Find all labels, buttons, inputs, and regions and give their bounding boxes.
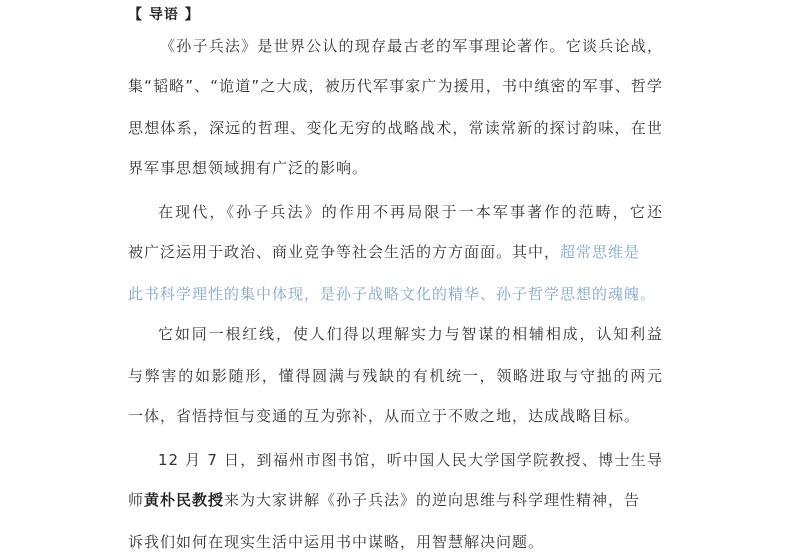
p4-line-2 xyxy=(128,490,663,510)
p2-highlight-start: 超常思维是 xyxy=(560,243,641,261)
p2-line-1: 在现代，《孙子兵法》的作用不再局限于一本军事著作的范畴，它还 xyxy=(158,203,663,221)
p1-line-4: 界军事思想领域拥有广泛的影响。 xyxy=(128,159,369,177)
section-tag-intro: 【 导语 】 xyxy=(128,7,200,23)
p2-line-2 xyxy=(128,242,663,262)
p3-line-1: 它如同一根红线，使人们得以理解实力与智谋的相辅相成，认知利益 xyxy=(158,325,663,343)
p1-line-1: 《孙子兵法》是世界公认的现存最古老的军事理论著作。它谈兵论战， xyxy=(160,37,663,55)
p4-line-2-post: 来为大家讲解《孙子兵法》的逆向思维与科学理性精神，告 xyxy=(224,491,641,509)
p4-line-2-pre: 师 xyxy=(128,491,145,509)
p4-line-3: 诉我们如何在现实生活中运用书中谋略，用智慧解决问题。 xyxy=(128,533,545,551)
p3-line-3: 一体，省悟持恒与变通的互为弥补，从而立于不败之地，达成战略目标。 xyxy=(128,407,641,425)
p4-line-1: 12 月 7 日，到福州市图书馆，听中国人民大学国学院教授、博士生导 xyxy=(158,451,663,469)
p2-line-2-text: 被广泛运用于政治、商业竞争等社会生活的方方面面。其中， xyxy=(128,243,561,261)
speaker-name: 黄朴民教授 xyxy=(144,491,225,509)
p1-line-2: 集“韬略”、“诡道”之大成，被历代军事家广为援用，书中缜密的军事、哲学 xyxy=(128,77,663,95)
p3-line-2: 与弊害的如影随形，懂得圆满与残缺的有机统一，领略进取与守拙的两元 xyxy=(128,367,663,385)
p2-highlight-line: 此书科学理性的集中体现，是孙子战略文化的精华、孙子哲学思想的魂魄。 xyxy=(128,285,657,303)
p1-line-3: 思想体系，深远的哲理、变化无穷的战略战术，常读常新的探讨韵味，在世 xyxy=(128,119,663,137)
